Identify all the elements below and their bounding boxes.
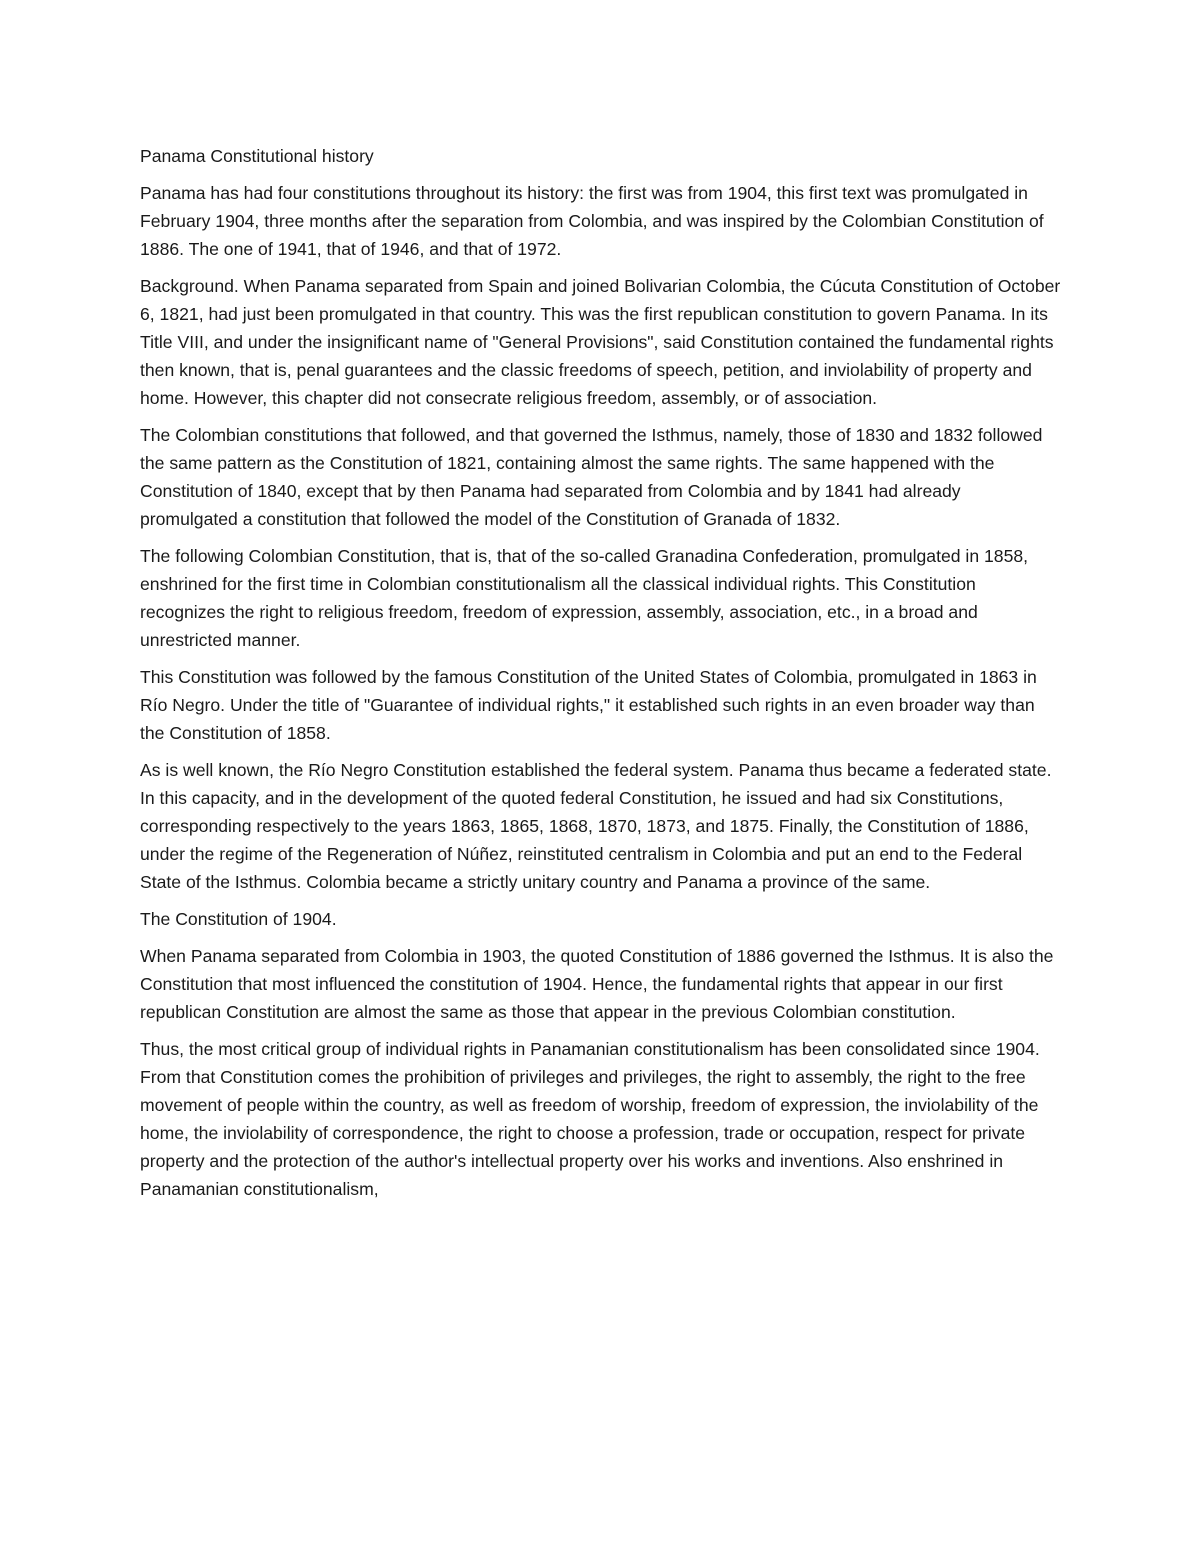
paragraph-individual-rights: Thus, the most critical group of individual rights in Panamanian constitutionalism has been consolidated since 1904. From that Constitution comes the prohibition of privileges and privileges, the right to assembly, the right to the free movement of people within the country, as well as freedom of worship, freedom of expression, the inviolability of the home, the inviolability of correspondence, the right to choose a profession, trade or occupation, respect for private property and the protection of the author's intellectual property over his works and inventions. Also enshrined in Panamanian constitutionalism, bbox=[140, 1039, 1040, 1199]
document-title: Panama Constitutional history bbox=[140, 146, 374, 166]
paragraph-rio-negro: This Constitution was followed by the famous Constitution of the United States of Colombia, promulgated in 1863 in Río Negro. Under the title of "Guarantee of individual rights," it established such rights in an even broader way than the Constitution of 1858. bbox=[140, 667, 1037, 743]
paragraph-separation-1903: When Panama separated from Colombia in 1903, the quoted Constitution of 1886 governed the Isthmus. It is also the Constitution that most influenced the constitution of 1904. Hence, the fundamental rights that appear in our first republican Constitution are almost the same as those that appear in the previous Colombian constitution. bbox=[140, 946, 1054, 1022]
paragraph-granadina-confederation: The following Colombian Constitution, that is, that of the so-called Granadina Confederation, promulgated in 1858, enshrined for the first time in Colombian constitutionalism all the classical individual rights. This Constitution recognizes the right to religious freedom, freedom of expression, assembly, association, etc., in a broad and unrestricted manner. bbox=[140, 546, 1029, 650]
document-body bbox=[140, 142, 1062, 1212]
paragraph-federal-system: As is well known, the Río Negro Constitution established the federal system. Panama thus became a federated state. In this capacity, and in the development of the quoted federal Constitution, he issued and had six Constitutions, corresponding respectively to the years 1863, 1865, 1868, 1870, 1873, and 1875. Finally, the Constitution of 1886, under the regime of the Regeneration of Núñez, reinstituted centralism in Colombia and put an end to the Federal State of the Isthmus. Colombia became a strictly unitary country and Panama a province of the same. bbox=[140, 760, 1052, 892]
section-heading-1904: The Constitution of 1904. bbox=[140, 909, 337, 929]
paragraph-colombian-constitutions: The Colombian constitutions that followed, and that governed the Isthmus, namely, those of 1830 and 1832 followed the same pattern as the Constitution of 1821, containing almost the same rights. The same happened with the Constitution of 1840, except that by then Panama had separated from Colombia and by 1841 had already promulgated a constitution that followed the model of the Constitution of Granada of 1832. bbox=[140, 425, 1043, 529]
paragraph-background: Background. When Panama separated from Spain and joined Bolivarian Colombia, the Cúcuta Constitution of October 6, 1821, had just been promulgated in that country. This was the first republican constitution to govern Panama. In its Title VIII, and under the insignificant name of "General Provisions", said Constitution contained the fundamental rights then known, that is, penal guarantees and the classic freedoms of speech, petition, and inviolability of property and home. However, this chapter did not consecrate religious freedom, assembly, or of association. bbox=[140, 276, 1061, 408]
paragraph-intro: Panama has had four constitutions throughout its history: the first was from 1904, this first text was promulgated in February 1904, three months after the separation from Colombia, and was inspired by the Colombian Constitution of 1886. The one of 1941, that of 1946, and that of 1972. bbox=[140, 183, 1044, 259]
